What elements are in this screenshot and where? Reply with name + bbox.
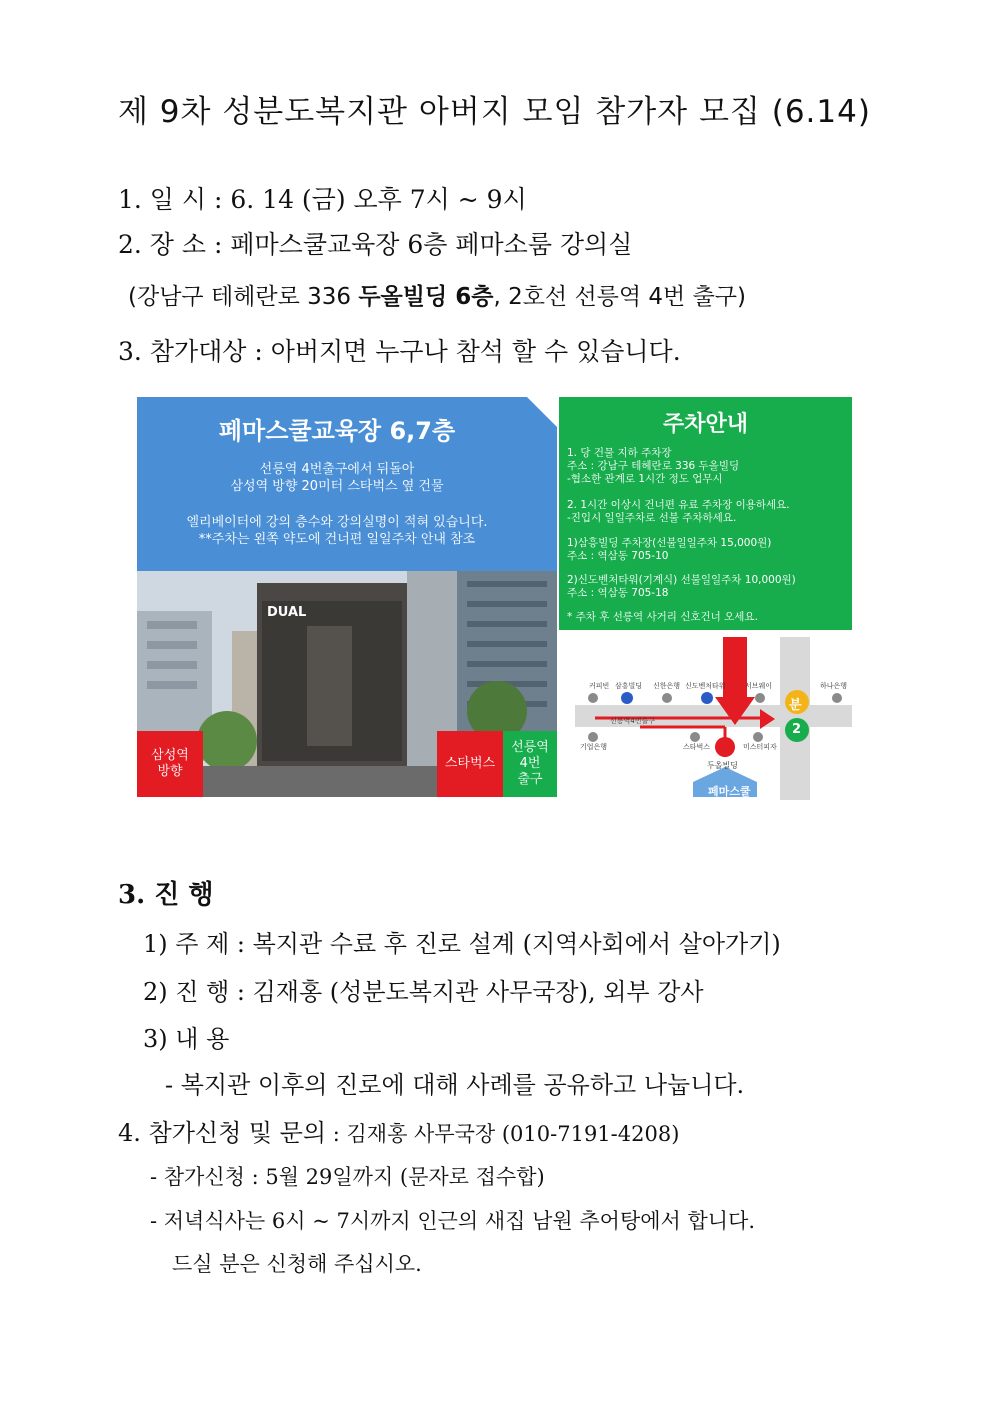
parking-line-10: * 주차 후 선릉역 사거리 신호건너 오세요. (567, 611, 758, 623)
map-label-samheung: 삼흥빌딩 (615, 682, 643, 690)
map-drawing (575, 637, 852, 800)
map-fema-label: 페마스쿨 (708, 785, 751, 798)
progress-item-1: 1) 주 제 : 복지관 수료 후 진로 설계 (지역사회에서 살아가기) (143, 930, 781, 958)
map-label-shinhan: 신한은행 (653, 682, 681, 690)
parking-line-8: 2)신도벤처타워(기계식) 선불일일주차 10,000원) (567, 574, 796, 586)
apply-line (118, 1113, 679, 1148)
parking-line-9: 주소 : 역삼동 705-18 (567, 587, 669, 599)
exit4-label: 선릉역 4번 출구 (503, 731, 557, 797)
target-line: 3. 참가대상 : 아버지면 누구나 참석 할 수 있습니다. (118, 337, 681, 366)
location-map (575, 637, 852, 800)
progress-item-3: 3) 내 용 (143, 1025, 230, 1053)
page-title: 제 9차 성분도복지관 아버지 모임 참가자 모집 (6.14) (118, 94, 871, 130)
parking-line-6: 1)삼흥빌딩 주차장(선불일일주차 15,000원) (567, 537, 772, 549)
map-label-hana: 하나은행 (820, 682, 848, 690)
map-label-subway: 서브웨이 (745, 682, 773, 690)
parking-line-4: 2. 1시간 이상시 건너편 유료 주차장 이용하세요. (567, 499, 790, 511)
map-label-coffeebean: 커피빈 (589, 682, 610, 690)
dual-sign: DUAL (267, 605, 307, 620)
parking-line-3: -협소한 관계로 1시간 정도 업무시 (567, 473, 723, 485)
parking-line-1: 1. 당 건물 지하 주차장 (567, 447, 672, 459)
apply-contact: : 김재홍 사무국장 (010-7191-4208) (326, 1122, 680, 1146)
location-info-panel (137, 397, 557, 571)
address-line (128, 278, 746, 311)
map-label-ibk: 기업은행 (580, 743, 608, 751)
samsung-direction-label: 삼성역 방향 (137, 731, 203, 797)
parking-title: 주차안내 (662, 412, 748, 437)
parking-line-7: 주소 : 역삼동 705-10 (567, 550, 669, 562)
starbucks-label: 스타벅스 (437, 731, 503, 797)
map-parking-label: 주차장 (647, 646, 682, 660)
location-text-1: 선릉역 4번출구에서 뒤돌아 (259, 462, 415, 477)
apply-dinner: - 저녁식사는 6시 ~ 7시까지 인근의 새집 남원 추어탕에서 합니다. (150, 1209, 756, 1233)
location-text-4: **주차는 왼쪽 약도에 건너편 일일주차 안내 참조 (198, 532, 476, 547)
map-label-starbucks: 스타벅스 (683, 743, 711, 751)
map-label-exit4: 선릉역4번출구 (610, 717, 656, 725)
date-line: 1. 일 시 : 6. 14 (금) 오후 7시 ~ 9시 (118, 185, 527, 214)
location-text-3: 엘리베이터에 강의 층수와 강의실명이 적혀 있습니다. (186, 515, 488, 530)
progress-heading: 3. 진 행 (118, 880, 214, 910)
parking-info-panel (559, 397, 852, 630)
map-bun-label: 분 (789, 698, 802, 713)
apply-heading: 4. 참가신청 및 문의 (118, 1119, 327, 1147)
map-line2-label: 2 (792, 722, 802, 737)
map-label-doul: 두올빌딩 (707, 761, 738, 770)
location-text-2: 삼성역 방향 20미터 스타벅스 옆 건물 (230, 479, 444, 494)
address-building: 두올빌딩 6층 (358, 284, 494, 310)
location-title: 페마스쿨교육장 6,7층 (218, 417, 456, 445)
map-label-shindo: 신도벤처타워 (685, 682, 726, 690)
parking-line-5: -진입시 일일주차로 선불 주차하세요. (567, 512, 737, 524)
place-line: 2. 장 소 : 페마스쿨교육장 6층 페마소룸 강의실 (118, 230, 633, 259)
building-photo (137, 571, 557, 797)
progress-item-3-detail: - 복지관 이후의 진로에 대해 사례를 공유하고 나눕니다. (165, 1071, 745, 1099)
parking-line-2: 주소 : 강남구 테헤란로 336 두올빌딩 (567, 460, 740, 472)
progress-item-2: 2) 진 행 : 김재홍 (성분도복지관 사무국장), 외부 강사 (143, 978, 704, 1006)
apply-deadline: - 참가신청 : 5월 29일까지 (문자로 접수합) (150, 1165, 545, 1189)
apply-dinner-note: 드실 분은 신청해 주십시오. (172, 1252, 422, 1276)
address-prefix: (강남구 테헤란로 336 (128, 284, 359, 310)
map-label-misterpizza: 미스터피자 (743, 743, 777, 751)
address-suffix: , 2호선 선릉역 4번 출구) (493, 284, 746, 310)
